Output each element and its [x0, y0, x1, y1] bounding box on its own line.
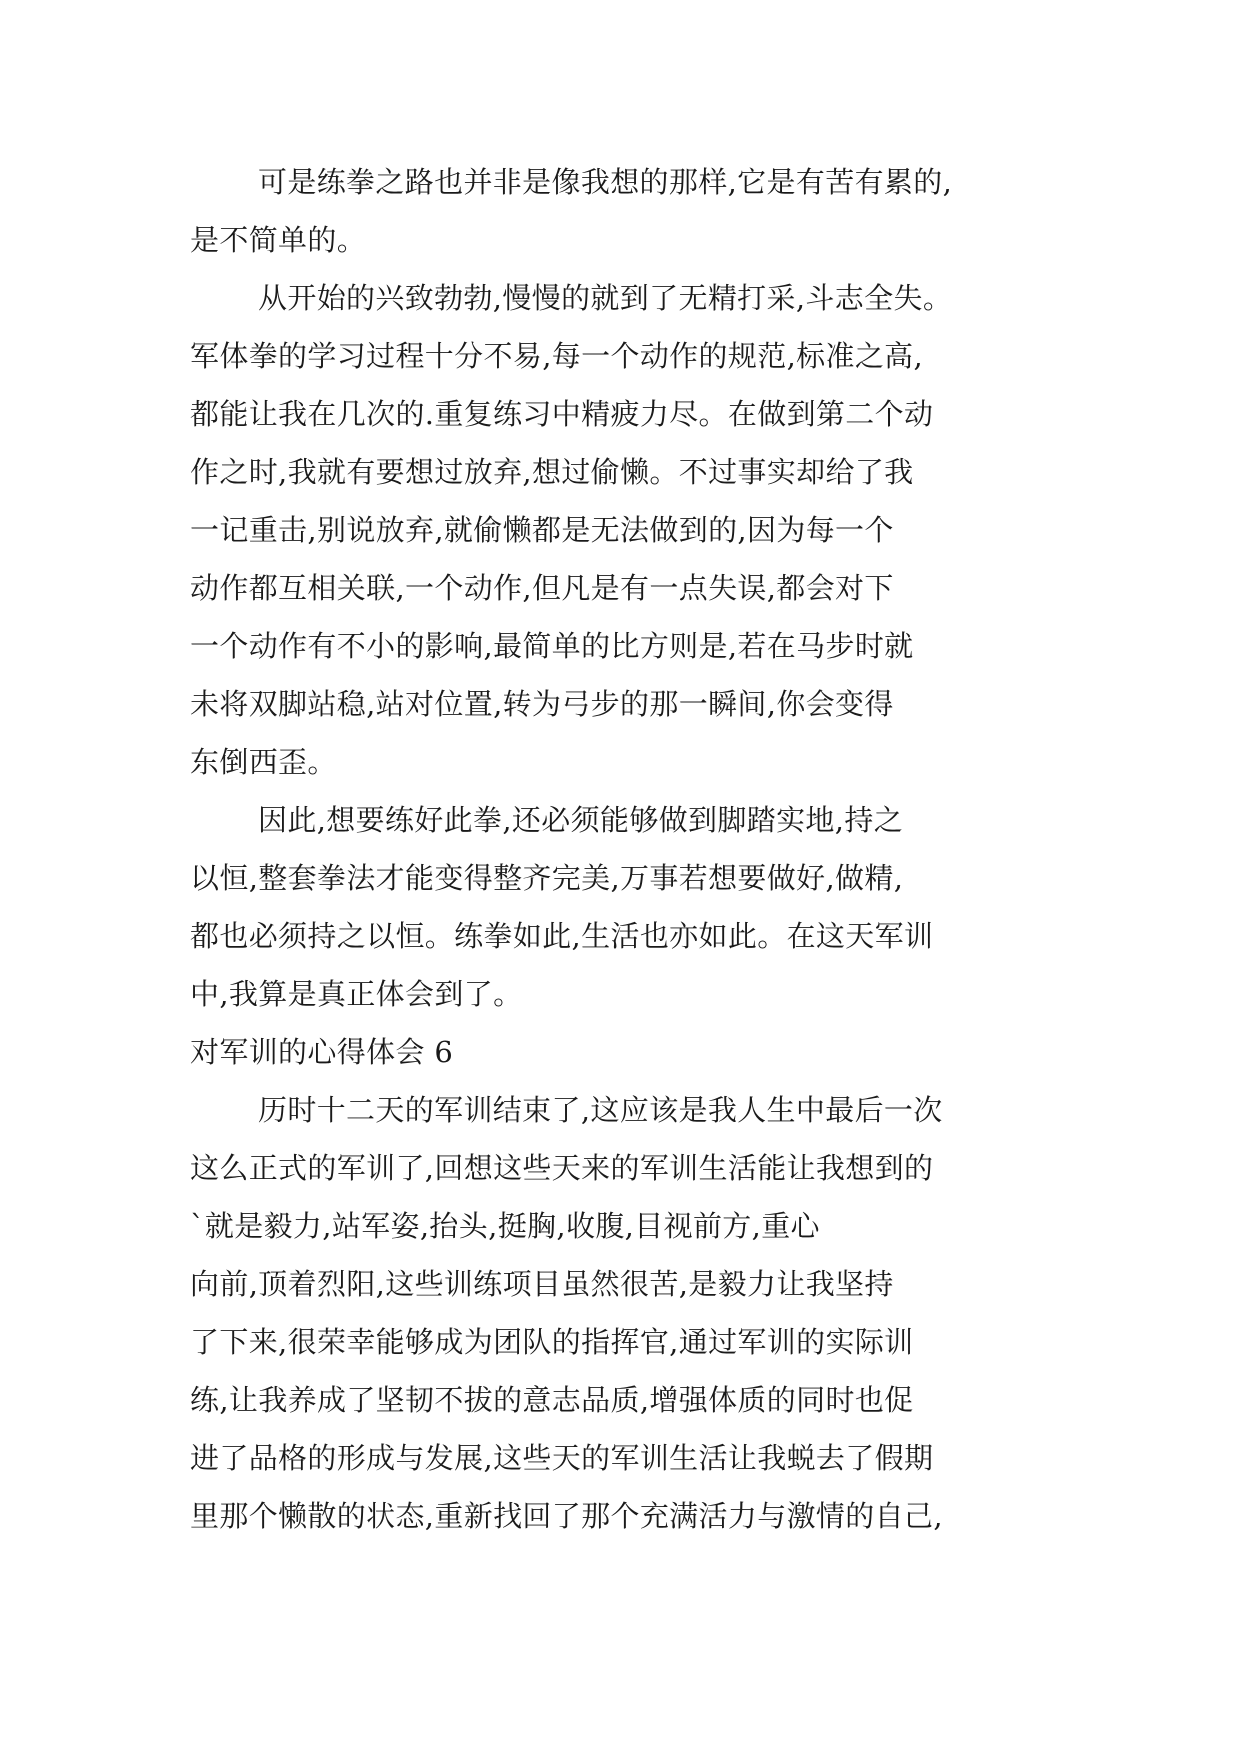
paragraph-line: 动作都互相关联,一个动作,但凡是有一点失误,都会对下	[190, 571, 894, 605]
paragraph-line: 因此,想要练好此拳,还必须能够做到脚踏实地,持之	[258, 803, 904, 837]
paragraph-line: `就是毅力,站军姿,抬头,挺胸,收腹,目视前方,重心	[190, 1209, 820, 1243]
paragraph-line: 东倒西歪。	[190, 745, 337, 779]
paragraph-line: 未将双脚站稳,站对位置,转为弓步的那一瞬间,你会变得	[190, 687, 894, 721]
paragraph-line: 都能让我在几次的.重复练习中精疲力尽。在做到第二个动	[190, 397, 934, 431]
paragraph-line: 以恒,整套拳法才能变得整齐完美,万事若想要做好,做精,	[190, 861, 904, 895]
paragraph-line: 向前,顶着烈阳,这些训练项目虽然很苦,是毅力让我坚持	[190, 1267, 894, 1301]
paragraph-line: 这么正式的军训了,回想这些天来的军训生活能让我想到的	[190, 1151, 934, 1185]
paragraph-line: 练,让我养成了坚韧不拔的意志品质,增强体质的同时也促	[190, 1383, 914, 1417]
paragraph-line: 一个动作有不小的影响,最简单的比方则是,若在马步时就	[190, 629, 914, 663]
paragraph-line: 了下来,很荣幸能够成为团队的指挥官,通过军训的实际训	[190, 1325, 914, 1359]
paragraph-line: 里那个懒散的状态,重新找回了那个充满活力与激情的自己,	[190, 1499, 943, 1533]
paragraph-line: 都也必须持之以恒。练拳如此,生活也亦如此。在这天军训	[190, 919, 934, 953]
paragraph-line: 从开始的兴致勃勃,慢慢的就到了无精打采,斗志全失。	[258, 281, 953, 315]
paragraph-line: 可是练拳之路也并非是像我想的那样,它是有苦有累的,	[258, 165, 953, 199]
section-heading: 对军训的心得体会 6	[190, 1035, 454, 1069]
paragraph-line: 中,我算是真正体会到了。	[190, 977, 523, 1011]
paragraph-line: 是不简单的。	[190, 223, 367, 257]
paragraph-line: 历时十二天的军训结束了,这应该是我人生中最后一次	[258, 1093, 943, 1127]
paragraph-line: 一记重击,别说放弃,就偷懒都是无法做到的,因为每一个	[190, 513, 894, 547]
paragraph-line: 作之时,我就有要想过放弃,想过偷懒。不过事实却给了我	[190, 455, 914, 489]
paragraph-line: 军体拳的学习过程十分不易,每一个动作的规范,标准之高,	[190, 339, 924, 373]
paragraph-line: 进了品格的形成与发展,这些天的军训生活让我蜕去了假期	[190, 1441, 934, 1475]
